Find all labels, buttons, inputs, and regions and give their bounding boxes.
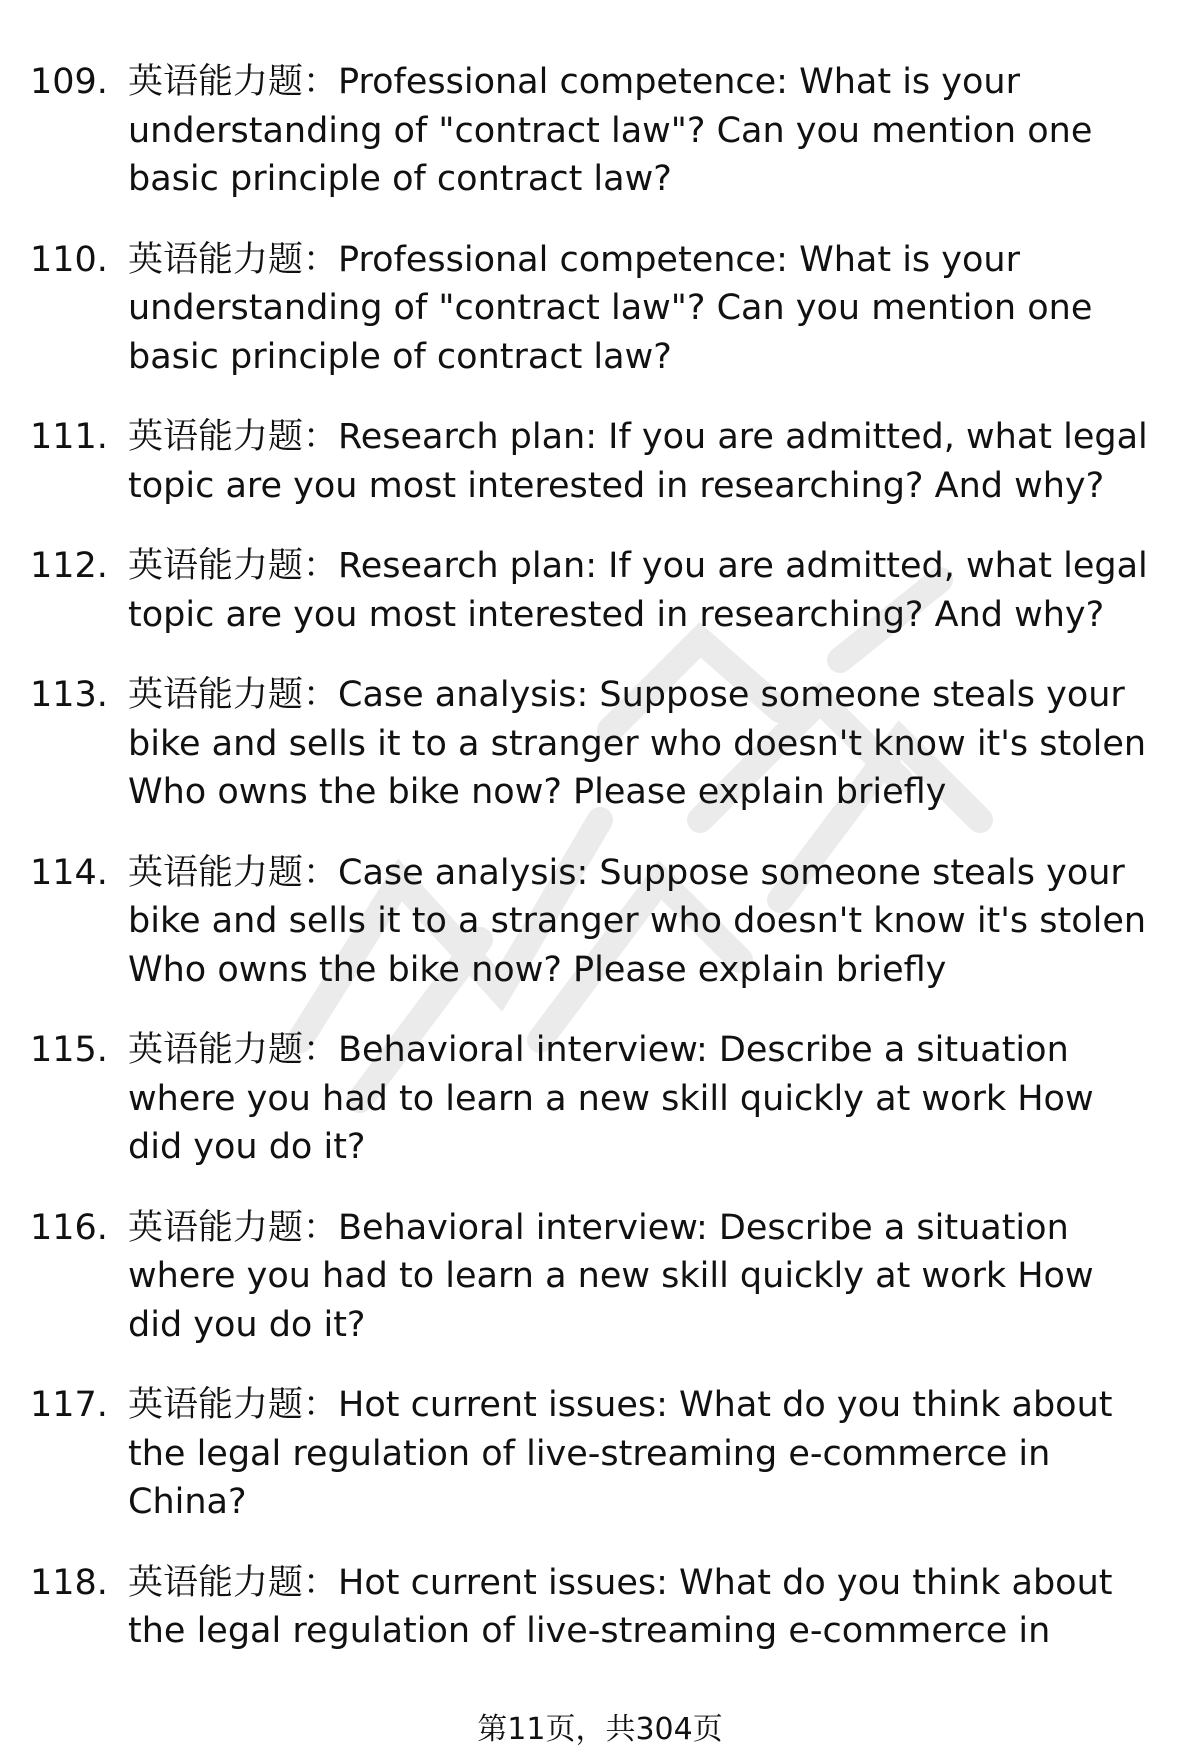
question-text: 英语能力题：Case analysis: Suppose someone steals your bike and sells it to a stranger who doesn't know it's stolen Who owns the bike now? Please explain briefly (128, 675, 1147, 812)
question-list (0, 58, 1200, 1688)
question-text: 英语能力题：Research plan: If you are admitted, what legal topic are you most interested in researching? And why? (128, 546, 1148, 635)
question-text: 英语能力题：Case analysis: Suppose someone steals your bike and sells it to a stranger who doesn't know it's stolen Who owns the bike now? Please explain briefly (128, 852, 1147, 990)
question-number: 109. (30, 62, 108, 102)
question-item (0, 1559, 1200, 1656)
question-item (0, 413, 1200, 510)
question-text: 英语能力题：Behavioral interview: Describe a situation where you had to learn a new skill quickly at work How did you do it? (128, 1207, 1094, 1345)
question-number: 118. (30, 1562, 108, 1603)
question-item (0, 1381, 1200, 1527)
question-text: 英语能力题：Professional competence: What is your understanding of "contract law"? Can you mention one basic principle of contract law? (128, 62, 1093, 199)
question-number: 113. (30, 675, 108, 715)
question-number: 114. (30, 852, 108, 893)
question-number: 116. (30, 1207, 108, 1248)
question-number: 112. (30, 546, 108, 586)
page-footer: 第11页，共304页 (0, 1712, 1200, 1748)
question-number: 111. (30, 417, 108, 457)
question-item (0, 1026, 1200, 1172)
question-text: 英语能力题：Professional competence: What is your understanding of "contract law"? Can you mention one basic principle of contract law? (128, 239, 1093, 377)
question-number: 110. (30, 239, 108, 280)
question-item (0, 542, 1200, 639)
question-item (0, 849, 1200, 995)
question-number: 115. (30, 1030, 108, 1070)
question-item (0, 236, 1200, 382)
question-number: 117. (30, 1385, 108, 1425)
question-text: 英语能力题：Behavioral interview: Describe a situation where you had to learn a new skill quickly at work How did you do it? (128, 1030, 1094, 1167)
question-item (0, 671, 1200, 817)
question-item (0, 58, 1200, 204)
question-text: 英语能力题：Research plan: If you are admitted, what legal topic are you most interested in researching? And why? (128, 417, 1148, 506)
question-item (0, 1204, 1200, 1350)
question-text: 英语能力题：Hot current issues: What do you think about the legal regulation of live-streaming e-commerce in (128, 1562, 1113, 1651)
question-text: 英语能力题：Hot current issues: What do you think about the legal regulation of live-streaming e-commerce in China? (128, 1385, 1113, 1522)
